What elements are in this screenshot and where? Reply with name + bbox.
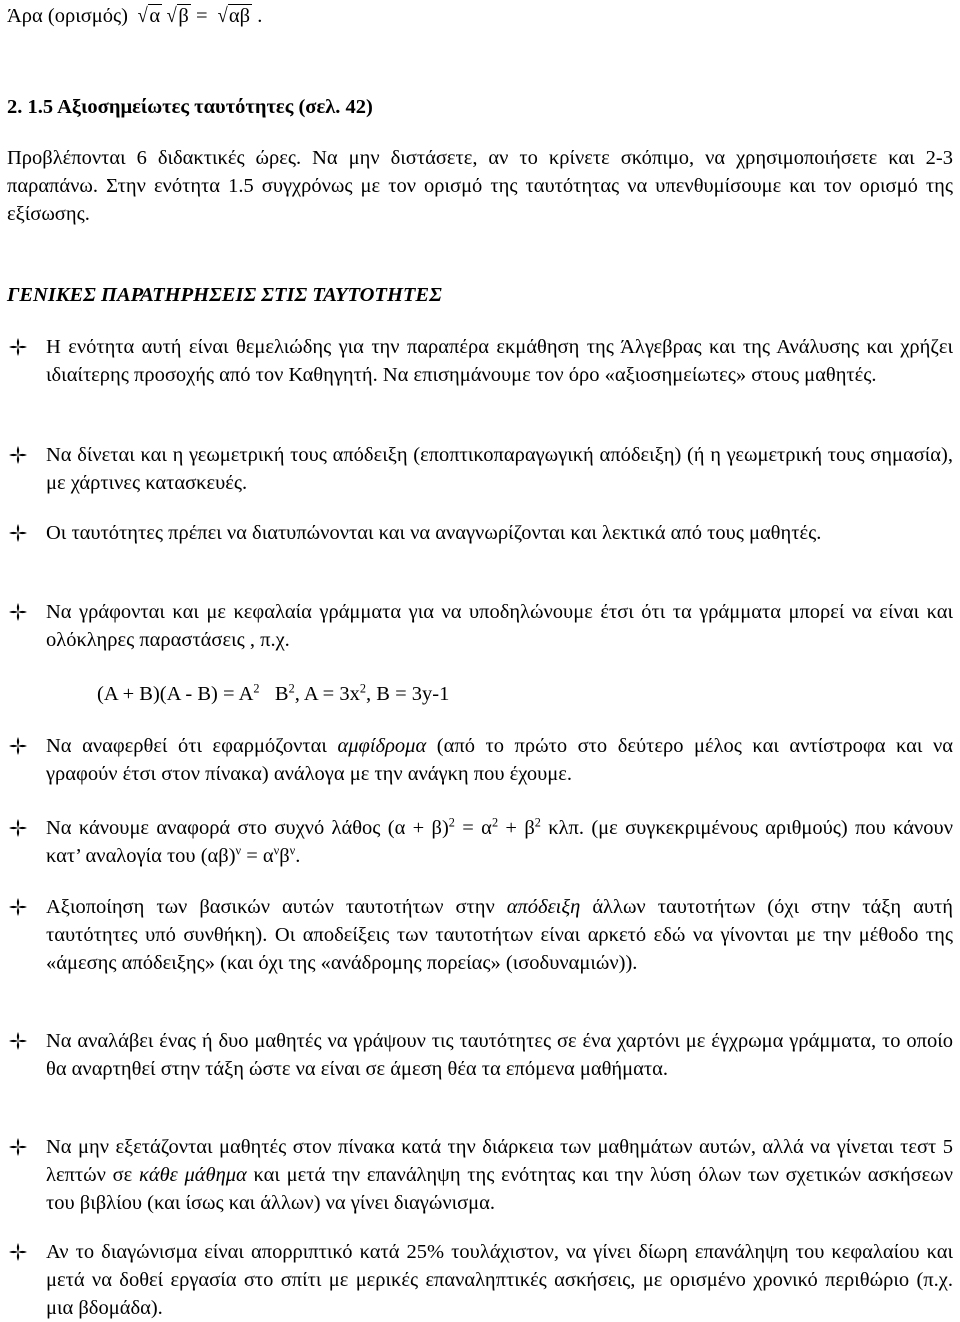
bullet-text xyxy=(46,732,953,788)
eq-exponent: 2 xyxy=(359,681,367,696)
exponent: ν xyxy=(273,843,280,858)
eq-exponent: 2 xyxy=(253,681,260,696)
eq-part: , Α = 3x xyxy=(294,683,360,705)
bullet-text: Αν το διαγώνισμα είναι απορριπτικό κατά 25% τουλάχιστον, να γίνει δίωρη επανάληψη του κεφαλαίου και μετά να δοθεί εργασία στο σπίτι με μερικές επαναληπτικές ασκήσεις, με ορισμένο χρονικό περιθώριο (π.χ. μια βδομάδα). xyxy=(46,1241,953,1319)
bullet-item xyxy=(7,732,953,788)
radicand-ab: αβ xyxy=(228,5,251,27)
diamond-bullet-icon xyxy=(7,333,29,361)
diamond-bullet-icon xyxy=(7,519,29,547)
diamond-bullet-icon xyxy=(7,441,29,469)
bullet-item xyxy=(7,893,953,977)
bullet-text: Να δίνεται και η γεωμετρική τους απόδειξη (εποπτικοπαραγωγική απόδειξη) (ή η γεωμετρική τους σημασία), με χάρτινες κατασκευές. xyxy=(46,444,953,494)
bullet-text: Οι ταυτότητες πρέπει να διατυπώνονται και να αναγνωρίζονται και λεκτικά από τους μαθητές. xyxy=(46,522,822,544)
text-run: Να αναφερθεί ότι εφαρμόζονται xyxy=(46,735,338,757)
text-run: . xyxy=(295,845,301,867)
intro-paragraph: Προβλέπονται 6 διδακτικές ώρες. Να μην διστάσετε, αν το κρίνετε σκόπιμο, να χρησιμοποιήσετε και 2-3 παραπάνω. Στην ενότητα 1.5 συγχρόνως με τον ορισμό της ταυτότητας να υπενθυμίσουμε και τον ορισμό της εξίσωσης. xyxy=(7,147,953,225)
text-run: και μετά την επανάληψη της ενότητας και την λύση όλων των σχετικών ασκήσεων του βιβλίου (και ίσως και άλλων) να γίνει διαγώνισμα. xyxy=(46,1164,954,1214)
diamond-bullet-icon xyxy=(7,732,29,760)
radical-sign: √ xyxy=(166,5,177,27)
text-run: = α xyxy=(454,817,492,839)
italic-term: απόδειξη xyxy=(506,896,581,918)
bullet-text xyxy=(46,814,953,870)
bullet-item xyxy=(7,1027,953,1083)
bullet-text: Η ενότητα αυτή είναι θεμελιώδης για την παραπέρα εκμάθηση της Άλγεβρας και της Ανάλυσης και χρήζει ιδιαίτερης προσοχής από τον Καθηγητή. Να επισημάνουμε τον όρο «αξιοσημείωτες» στους μαθητές. xyxy=(46,336,953,386)
definition-prefix: Άρα (ορισμός) xyxy=(7,5,128,27)
italic-term: αμφίδρομα xyxy=(337,735,427,757)
bullet-item xyxy=(7,814,953,870)
diamond-bullet-icon xyxy=(7,1238,29,1266)
exponent: 2 xyxy=(448,815,455,830)
bullet-text: Να αναλάβει ένας ή δυο μαθητές να γράψουν τις ταυτότητες σε ένα χαρτόνι με έγχρωμα γράμματα, το οποίο θα αναρτηθεί στην τάξη ώστε να είναι σε άμεση θέα τα επόμενα μαθήματα. xyxy=(46,1030,953,1080)
identity-equation xyxy=(97,680,449,708)
exponent: 2 xyxy=(534,815,541,830)
period: . xyxy=(257,5,263,27)
bullet-item xyxy=(7,441,953,497)
diamond-bullet-icon xyxy=(7,1133,29,1161)
text-run: Να κάνουμε αναφορά στο συχνό λάθος (α + β) xyxy=(46,817,449,839)
italic-term: κάθε μάθημα xyxy=(138,1164,247,1186)
text-run: κλπ. (με συγκεκριμένους αριθμούς) που κάνουν κατ’ αναλογία του (αβ) xyxy=(46,817,953,867)
radicand-a: α xyxy=(149,5,161,27)
radical-sign: √ xyxy=(217,5,228,27)
eq-exponent: 2 xyxy=(288,681,295,696)
bullet-item xyxy=(7,333,953,389)
eq-part: , Β = 3y-1 xyxy=(366,683,450,705)
diamond-bullet-icon xyxy=(7,893,29,921)
text-run: άλλων ταυτοτήτων (όχι στην τάξη αυτή ταυτότητες υπό συνθήκη). Οι αποδείξεις των ταυτοτήτων είναι αρκετό εδώ να γίνονται με την μέθοδο της «άμεσης απόδειξης» (και όχι της «ανάδρομης πορείας» (ισοδυναμιών)). xyxy=(46,896,953,974)
exponent: ν xyxy=(235,843,242,858)
bullet-item xyxy=(7,1238,953,1322)
section-heading: 2. 1.5 Αξιοσημείωτες ταυτότητες (σελ. 42) xyxy=(7,96,373,118)
radical-sign: √ xyxy=(137,5,148,27)
bullet-item xyxy=(7,519,953,547)
diamond-bullet-icon xyxy=(7,1027,29,1055)
general-heading: ΓΕΝΙΚΕΣ ΠΑΡΑΤΗΡΗΣΕΙΣ ΣΤΙΣ ΤΑΥΤΟΤΗΤΕΣ xyxy=(7,284,442,306)
diamond-bullet-icon xyxy=(7,814,29,842)
exponent: ν xyxy=(289,843,296,858)
bullet-item xyxy=(7,598,953,654)
equals-sign: = xyxy=(195,5,208,27)
eq-part: (Α + Β)(Α - Β) = Α xyxy=(97,683,254,705)
text-run: (από το πρώτο στο δεύτερο μέλος και αντίστροφα και να γραφούν έτσι στον πίνακα) ανάλογα με την ανάγκη που έχουμε. xyxy=(46,735,953,785)
text-run: β xyxy=(279,845,290,867)
text-run: + β xyxy=(498,817,535,839)
text-run: Να μην εξετάζονται μαθητές στον πίνακα κατά την διάρκεια των μαθημάτων αυτών, αλλά να γίνεται τεστ 5 λεπτών σε xyxy=(46,1136,953,1186)
bullet-text xyxy=(46,893,953,977)
bullet-text: Να γράφονται και με κεφαλαία γράμματα για να υποδηλώνουμε έτσι ότι τα γράμματα μπορεί να είναι και ολόκληρες παραστάσεις , π.χ. xyxy=(46,601,953,651)
eq-part: Β xyxy=(274,683,289,705)
text-run: Αξιοποίηση των βασικών αυτών ταυτοτήτων στην xyxy=(46,896,507,918)
bullet-item xyxy=(7,1133,953,1217)
radicand-b: β xyxy=(178,5,189,27)
definition-line xyxy=(7,2,953,30)
exponent: 2 xyxy=(491,815,499,830)
text-run: = α xyxy=(241,845,274,867)
bullet-text xyxy=(46,1133,953,1217)
diamond-bullet-icon xyxy=(7,598,29,626)
